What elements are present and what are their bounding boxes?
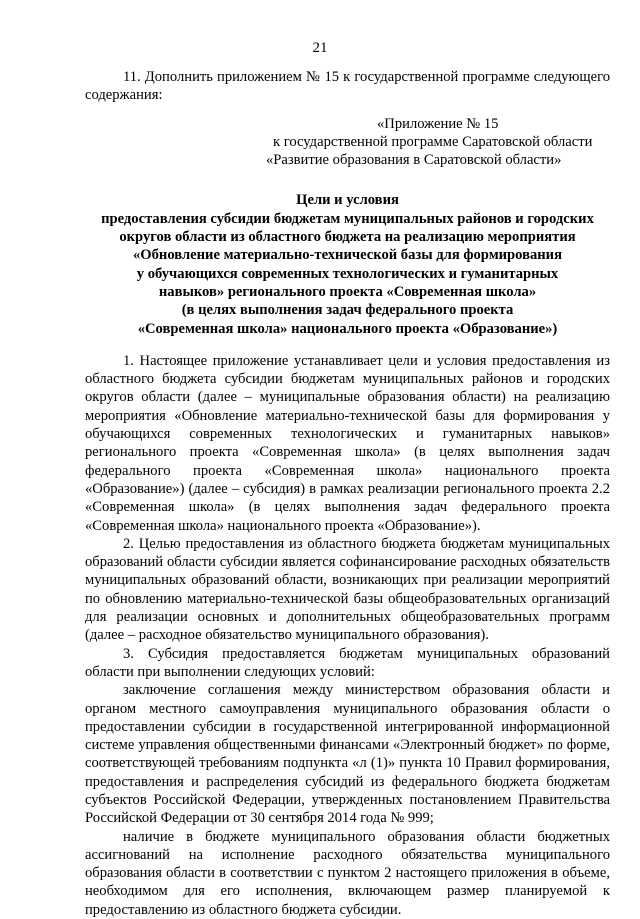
appendix-line-3: «Развитие образования в Саратовской области»	[266, 152, 562, 169]
title-line: навыков» регионального проекта «Современная школа»	[158, 283, 537, 300]
title-line: округов области из областного бюджета на реализацию мероприятия	[119, 229, 576, 246]
paragraph-3-condition-2: наличие в бюджете муниципального образования области бюджетных ассигнований на исполнение расходного обязательства муниципального образования области в соответствии с пунктом 2 настоящего приложения в объеме, необходимом для его исполнения, включающем размер планируемой к предоставлению из областного бюджета субсидии.	[85, 828, 610, 918]
paragraph-3: 3. Субсидия предоставляется бюджетам муниципальных образований области при выполнении следующих условий:	[85, 645, 610, 680]
title-line: у обучающихся современных технологических и гуманитарных	[136, 265, 559, 282]
document-body	[85, 68, 610, 919]
document-title	[85, 191, 610, 337]
paragraph-3-condition-1: заключение соглашения между министерством образования области и органом местного самоуправления муниципального образования области о предоставлении субсидии в государственной интегрированной информационной системе управления общественными финансами «Электронный бюджет» по форме, соответствующей требованиям подпункта «л (1)» пункта 10 Правил формирования, предоставления и распределения субсидий из федерального бюджета бюджетам субъектов Российской Федерации, утвержденных постановлением Правительства Российской Федерации от 30 сентября 2014 года № 999;	[85, 682, 610, 827]
appendix-line-2: к государственной программе Саратовской области	[273, 133, 593, 150]
paragraph-2: 2. Целью предоставления из областного бюджета бюджетам муниципальных образований области субсидии является софинансирование расходных обязательств муниципальных образований области, возникающих при реализации мероприятий по обновлению материально-технической базы общеобразовательных организаций для реализации основных и дополнительных общеобразовательных программ (далее – расходное обязательство муниципального образования).	[85, 535, 610, 644]
title-line: (в целях выполнения задач федерального проекта	[181, 302, 514, 319]
title-line: «Обновление материально-технической базы для формирования	[132, 247, 562, 264]
appendix-header	[85, 115, 610, 170]
page-number: 21	[312, 40, 328, 56]
title-line: «Современная школа» национального проекта «Образование»)	[137, 320, 558, 337]
paragraph-1: 1. Настоящее приложение устанавливает цели и условия предоставления из областного бюджета субсидии бюджетам муниципальных районов и городских округов области (далее – муниципальные образования области) на реализацию мероприятия «Обновление материально-технической базы для формирования у обучающихся современных технологических и гуманитарных навыков» регионального проекта «Современная школа» (в целях выполнения задач федерального проекта «Современная школа» национального проекта «Образование») (далее – субсидия) в рамках реализации регионального проекта 2.2 «Современная школа» (в целях выполнения задач федерального проекта «Современная школа» национального проекта «Образование»).	[85, 352, 610, 534]
intro-paragraph: 11. Дополнить приложением № 15 к государственной программе следующего содержания:	[85, 69, 610, 104]
title-line: Цели и условия	[296, 192, 399, 209]
title-line: предоставления субсидии бюджетам муниципальных районов и городских	[101, 210, 594, 227]
appendix-line-1: «Приложение № 15	[377, 115, 499, 132]
